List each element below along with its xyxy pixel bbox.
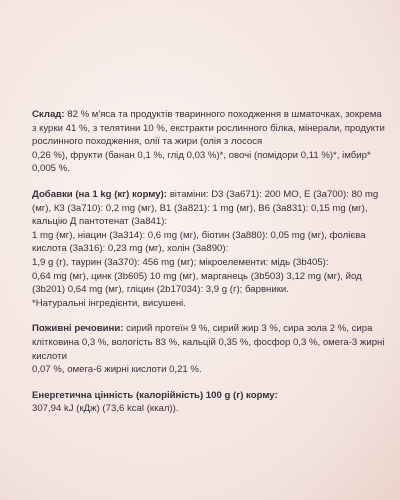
additives-text-2: 1 mg (мг), ніацин (3а314): 0,6 mg (мг), біотин (3а880): 0,05 mg (мг), фолієва кислота (3а316): 0,23 mg (мг), холін (3а890): xyxy=(32,229,366,255)
nutrients-text-2: 0,07 %, омега-6 жирні кислоти 0,21 %. xyxy=(32,364,202,376)
additives-section xyxy=(32,188,386,310)
energy-text: 307,94 kJ (кДж) (73,6 kcal (ккал)). xyxy=(32,403,179,415)
energy-section xyxy=(32,389,386,416)
composition-heading: Склад: xyxy=(32,109,65,120)
additives-text-1: вітаміни: D3 (3а671): 200 МО, Е (3а700): 80 mg (мг), К3 (3а710): 0,2 mg (мг), В1 (3а821): 1 mg (мг), В6 (3а831): 0,15 mg (мг), кальцію Д пантотенат (3а841): xyxy=(32,188,379,228)
energy-heading: Енергетична цінність (калорійність) 100 g (г) корму: xyxy=(32,389,278,401)
nutrients-heading: Поживні речовини: xyxy=(32,323,124,335)
additives-text-4: 0,64 mg (мг), цинк (3b605) 10 mg (мг), марганець (3b503) 3,12 mg (мг), йод (3b201) 0,64 mg (мг), гліцин (2b17034): 3,9 g (г); барвники. xyxy=(32,270,362,296)
additives-footnote: *Натуральні інгредієнти, висушені. xyxy=(32,297,186,309)
additives-heading: Добавки (на 1 kg (кг) корму): xyxy=(32,188,168,200)
additives-text-3: 1,9 g (г), таурин (3а370): 456 mg (мг); мікроелементи: мідь (3b405): xyxy=(32,256,329,268)
nutrients-text-1: сирий протеїн 9 %, сирий жир 3 %, сира зола 2 %, сира клітковина 0,3 %, вологість 83 %, кальцій 0,35 %, фосфор 0,3 %, омега-3 жирні кислоти xyxy=(32,323,385,362)
composition-text-2: 0,26 %), фрукти (банан 0,1 %, глід 0,03 %)*, овочі (помідори 0,11 %)*, імбир* 0,005 %. xyxy=(32,149,371,175)
nutrients-section xyxy=(32,322,386,376)
composition-section xyxy=(32,108,386,176)
composition-text-1: 82 % м'яса та продуктів тваринного походження в шматочках, зокрема з курки 41 %, з телятини 10 %, екстракти рослинного білка, мінерали, продукти рослинного походження, олії та жири (олія з лосося xyxy=(32,109,385,148)
